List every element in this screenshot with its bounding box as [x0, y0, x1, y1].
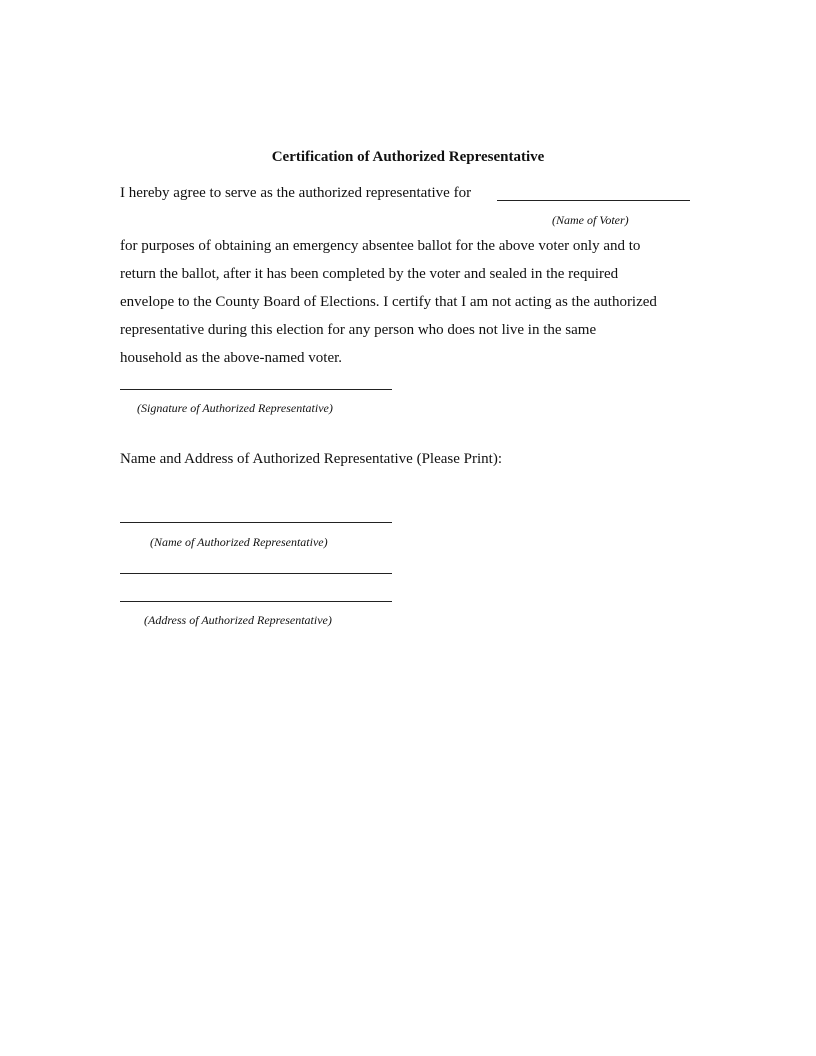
voter-name-caption: (Name of Voter) [552, 213, 629, 227]
representative-address-caption: (Address of Authorized Representative) [144, 613, 332, 627]
paragraph-line-4: representative during this election for any person who does not live in the same [120, 322, 597, 338]
signature-line[interactable] [120, 389, 392, 390]
paragraph-line-5: household as the above-named voter. [120, 350, 343, 366]
paragraph-line-2: return the ballot, after it has been completed by the voter and sealed in the required [120, 266, 619, 282]
intro-line: I hereby agree to serve as the authorized representative for [120, 185, 472, 201]
voter-name-blank[interactable] [497, 200, 690, 201]
signature-caption: (Signature of Authorized Representative) [137, 401, 333, 415]
representative-address-line-2[interactable] [120, 601, 392, 602]
representative-address-line-1[interactable] [120, 573, 392, 574]
paragraph-line-3: envelope to the County Board of Elections. I certify that I am not acting as the authorized [120, 294, 657, 310]
representative-name-caption: (Name of Authorized Representative) [150, 535, 328, 549]
document-title: Certification of Authorized Representative [271, 149, 545, 165]
name-address-heading: Name and Address of Authorized Representative (Please Print): [120, 451, 502, 467]
paragraph-line-1: for purposes of obtaining an emergency absentee ballot for the above voter only and to [120, 238, 641, 254]
representative-name-line[interactable] [120, 522, 392, 523]
